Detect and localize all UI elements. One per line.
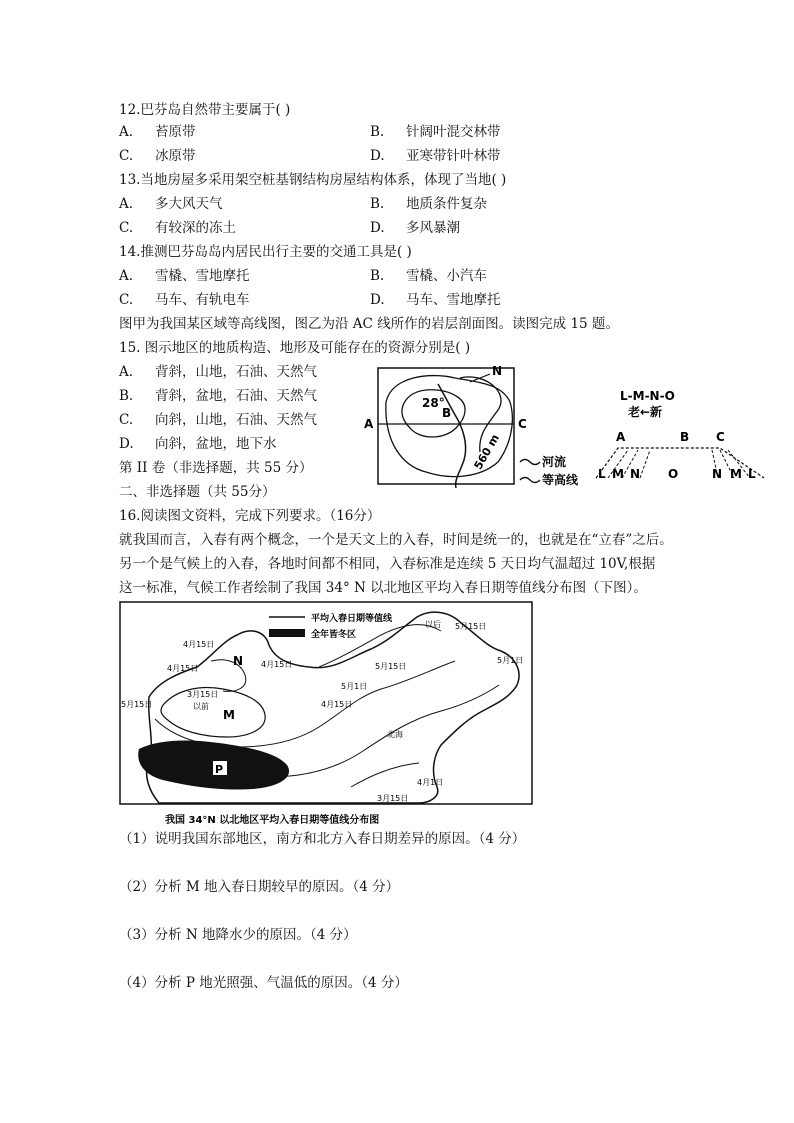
contour-map-figure <box>360 362 580 492</box>
q13-option-c: C. 有较深的冻土 <box>119 220 236 236</box>
label-apr15-d: 4月15日 <box>321 700 353 709</box>
q15-intro: 图甲为我国某区域等高线图，图乙为沿 AC 线所作的岩层剖面图。读图完成 15 题。 <box>119 316 619 332</box>
q16-para-3: 这一标准，气候工作者绘制了我国 34° N 以北地区平均入春日期等值线分布图（下图）。 <box>119 580 647 596</box>
label-after: 以后 <box>425 620 441 629</box>
profile-b-label: B <box>680 430 690 444</box>
legend-contour-label: 等高线 <box>542 473 579 487</box>
layer-sequence-label: L-M-N-O <box>620 389 675 403</box>
q16-sub-3: （3）分析 N 地降水少的原因。（4 分） <box>119 927 357 943</box>
q14-option-b: B. 雪橇、小汽车 <box>370 268 487 284</box>
q14-option-d: D. 马车、雪地摩托 <box>370 292 501 308</box>
legend-river-label: 河流 <box>542 455 567 469</box>
contour-value-label: 560 m <box>471 432 502 472</box>
north-label: N <box>492 364 503 378</box>
china-spring-map <box>119 601 533 829</box>
profile-layer-7: L <box>748 467 756 481</box>
label-mar15-south: 3月15日 <box>377 794 409 803</box>
q13-stem: 13.当地房屋多采用架空桩基钢结构房屋结构体系，体现了当地( ) <box>119 172 507 188</box>
q16-sub-4: （4）分析 P 地光照强、气温低的原因。（4 分） <box>119 975 408 991</box>
q12-option-a: A. 苔原带 <box>119 124 196 140</box>
q15-option-b: B. 背斜，盆地，石油、天然气 <box>119 388 317 404</box>
profile-layer-5: N <box>712 467 723 481</box>
section-nonchoice-heading: 二、非选择题（共 55分） <box>119 484 276 500</box>
q16-para-1: 就我国而言，入春有两个概念，一个是天文上的入春，时间是统一的，也就是在“立春”之后。 <box>119 532 673 548</box>
q13-option-d: D. 多风暴潮 <box>370 220 460 236</box>
profile-layer-2: M <box>612 467 624 481</box>
label-bohai: 北海 <box>387 730 403 739</box>
point-c-label: C <box>518 417 527 431</box>
section-ii-heading: 第 II 卷（非选择题，共 55 分） <box>119 460 313 476</box>
label-may15-ne: 5月15日 <box>375 662 407 671</box>
label-apr15-a: 4月15日 <box>183 640 215 649</box>
q14-option-c: C. 马车、有轨电车 <box>119 292 250 308</box>
label-may15-north: 5月15日 <box>455 622 487 631</box>
q16-sub-2: （2）分析 M 地入春日期较早的原因。（4 分） <box>119 879 400 895</box>
q15-option-c: C. 向斜，山地，石油、天然气 <box>119 412 317 428</box>
profile-layer-3: N <box>630 467 641 481</box>
point-b-label: B <box>442 406 452 420</box>
q12-option-b: B. 针阔叶混交林带 <box>370 124 501 140</box>
label-mar15-before: 3月15日 <box>187 690 219 699</box>
profile-a-label: A <box>616 430 626 444</box>
q15-option-d: D. 向斜，盆地，地下水 <box>119 436 277 452</box>
q16-sub-1: （1）说明我国东部地区，南方和北方入春日期差异的原因。（4 分） <box>119 831 526 847</box>
profile-layer-6: M <box>730 467 742 481</box>
contour-outer <box>386 376 513 477</box>
profile-layer-4: O <box>668 467 679 481</box>
q16-para-2: 另一个是气候上的入春，各地时间都不相同，入春标准是连续 5 天日均气温超过 10V,根据 <box>119 556 656 572</box>
legend-line-label: 平均入春日期等值线 <box>311 614 393 624</box>
q16-stem: 16.阅读图文资料，完成下列要求。（16分） <box>119 508 381 524</box>
q13-option-b: B. 地质条件复杂 <box>370 196 487 212</box>
profile-layer-1: L <box>598 467 606 481</box>
rock-profile-figure <box>588 386 778 486</box>
label-n: N <box>233 654 244 668</box>
label-may1-east: 5月1日 <box>497 656 524 665</box>
q12-option-d: D. 亚寒带针叶林带 <box>370 148 501 164</box>
label-apr15-c: 4月15日 <box>261 660 293 669</box>
q15-stem: 15. 图示地区的地质构造、地形及可能存在的资源分别是( ) <box>119 340 471 356</box>
q12-option-c: C. 冰原带 <box>119 148 196 164</box>
q14-stem: 14.推测巴芬岛岛内居民出行主要的交通工具是( ) <box>119 244 412 260</box>
legend-fill-label: 全年皆冬区 <box>311 630 357 640</box>
q14-option-a: A. 雪橇、雪地摩托 <box>119 268 250 284</box>
label-may1: 5月1日 <box>341 682 368 691</box>
profile-c-label: C <box>716 430 725 444</box>
label-p: P <box>215 763 224 776</box>
china-map-caption: 我国 34°N 以北地区平均入春日期等值线分布图 <box>165 815 380 826</box>
legend-river-symbol <box>520 460 540 465</box>
label-may15-west: 5月15日 <box>121 700 153 709</box>
q12-stem: 12.巴芬岛自然带主要属于( ) <box>119 102 291 118</box>
label-apr1: 4月1日 <box>417 778 444 787</box>
legend-contour-symbol <box>520 478 540 483</box>
temp-label: 28° <box>422 396 445 410</box>
q15-option-a: A. 背斜，山地，石油、天然气 <box>119 364 317 380</box>
label-m: M <box>223 708 235 722</box>
label-before: 以前 <box>193 702 209 711</box>
label-apr15-b: 4月15日 <box>167 664 199 673</box>
legend-fill-symbol <box>269 629 305 637</box>
q13-option-a: A. 多大风天气 <box>119 196 223 212</box>
point-a-label: A <box>364 417 374 431</box>
layer-age-label: 老←新 <box>628 405 663 419</box>
